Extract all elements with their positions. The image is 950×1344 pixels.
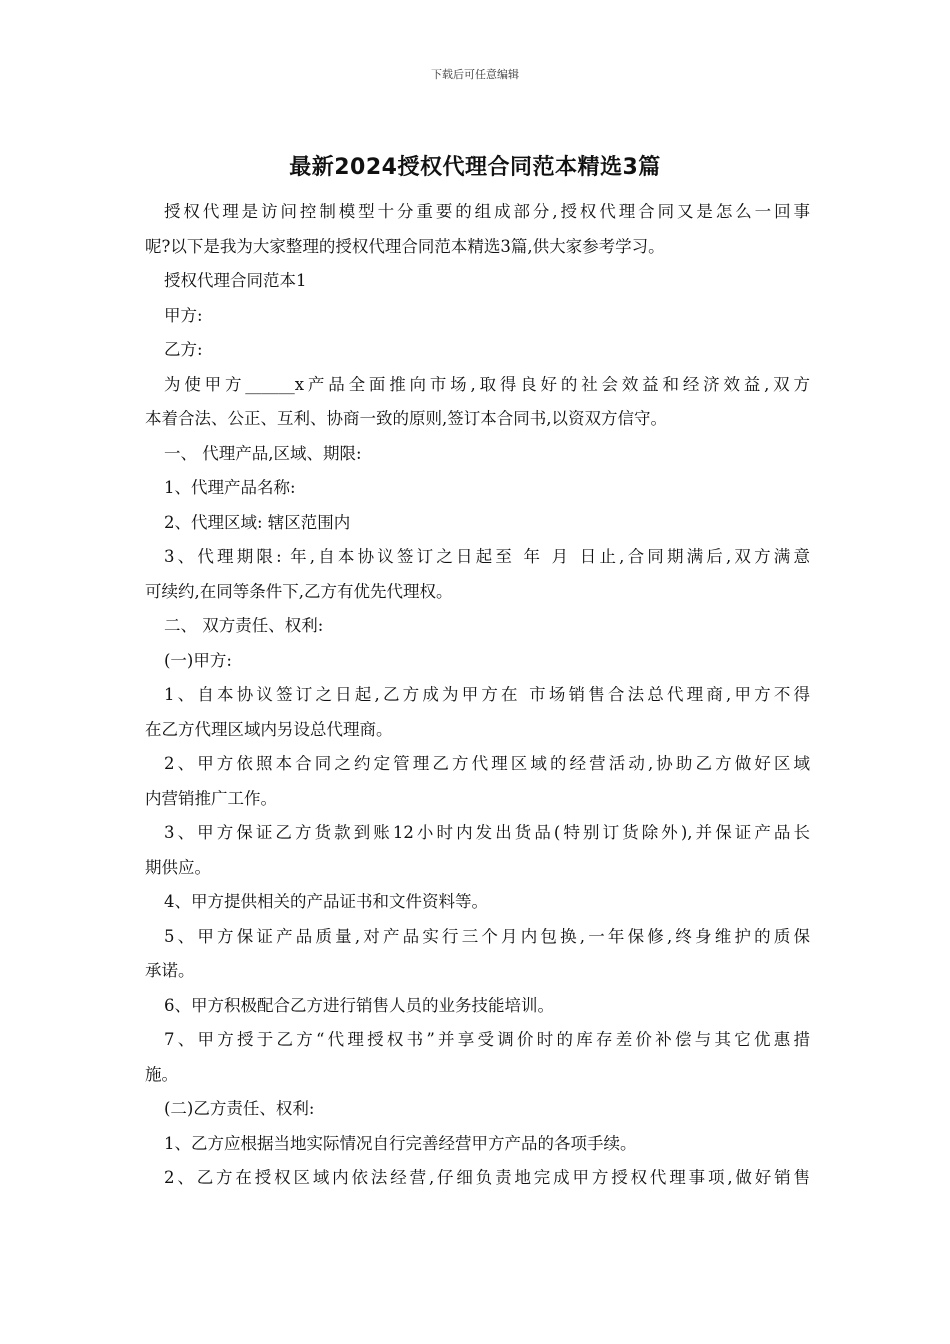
paragraph-line: 乙方: xyxy=(164,340,203,359)
paragraph-line: 呢?以下是我为大家整理的授权代理合同范本精选3篇,供大家参考学习。 xyxy=(145,236,665,256)
page-header: 下载后可任意编辑 xyxy=(431,68,519,81)
paragraph-line: 二、 双方责任、权利: xyxy=(164,616,324,635)
paragraph-line: 3、代理期限: 年,自本协议签订之日起至 年 月 日止,合同期满后,双方满意 xyxy=(164,547,810,566)
paragraph-line: 2、代理区域: 辖区范围内 xyxy=(164,512,351,532)
paragraph-line: 在乙方代理区域内另设总代理商。 xyxy=(145,719,393,739)
document-title: 最新2024授权代理合同范本精选3篇 xyxy=(289,155,661,180)
paragraph-line: 1、乙方应根据当地实际情况自行完善经营甲方产品的各项手续。 xyxy=(164,1133,637,1153)
paragraph-line: 内营销推广工作。 xyxy=(145,788,277,808)
paragraph-line: 1、自本协议签订之日起,乙方成为甲方在 市场销售合法总代理商,甲方不得 xyxy=(164,685,810,704)
paragraph-line: 4、甲方提供相关的产品证书和文件资料等。 xyxy=(164,892,488,911)
paragraph-line: 一、 代理产品,区域、期限: xyxy=(164,443,362,463)
paragraph-line: 期供应。 xyxy=(145,857,211,877)
paragraph-line: 6、甲方积极配合乙方进行销售人员的业务技能培训。 xyxy=(164,995,554,1015)
paragraph-line: 为使甲方______x产品全面推向市场,取得良好的社会效益和经济效益,双方 xyxy=(164,374,810,394)
paragraph-line: 5、甲方保证产品质量,对产品实行三个月内包换,一年保修,终身维护的质保 xyxy=(164,926,810,946)
paragraph-line: 授权代理是访问控制模型十分重要的组成部分,授权代理合同又是怎么一回事 xyxy=(164,202,810,221)
document-body xyxy=(145,195,810,1196)
paragraph-line: (二)乙方责任、权利: xyxy=(164,1099,315,1118)
paragraph-line: 施。 xyxy=(145,1064,178,1084)
paragraph-line: 承诺。 xyxy=(145,961,195,980)
paragraph-line: 3、甲方保证乙方货款到账12小时内发出货品(特别订货除外),并保证产品长 xyxy=(164,823,810,842)
paragraph-line: 可续约,在同等条件下,乙方有优先代理权。 xyxy=(145,581,453,601)
paragraph-line: 2、甲方依照本合同之约定管理乙方代理区域的经营活动,协助乙方做好区域 xyxy=(164,754,810,773)
paragraph-line: 授权代理合同范本1 xyxy=(164,271,307,290)
paragraph-line: 2、乙方在授权区域内依法经营,仔细负责地完成甲方授权代理事项,做好销售 xyxy=(164,1168,810,1187)
paragraph-line: 7、甲方授于乙方“代理授权书”并享受调价时的库存差价补偿与其它优惠措 xyxy=(164,1030,810,1049)
paragraph-line: 甲方: xyxy=(164,305,203,325)
paragraph-line: 1、代理产品名称: xyxy=(164,478,296,497)
paragraph-line: 本着合法、公正、互利、协商一致的原则,签订本合同书,以资双方信守。 xyxy=(145,409,667,428)
paragraph-line: (一)甲方: xyxy=(164,650,232,670)
